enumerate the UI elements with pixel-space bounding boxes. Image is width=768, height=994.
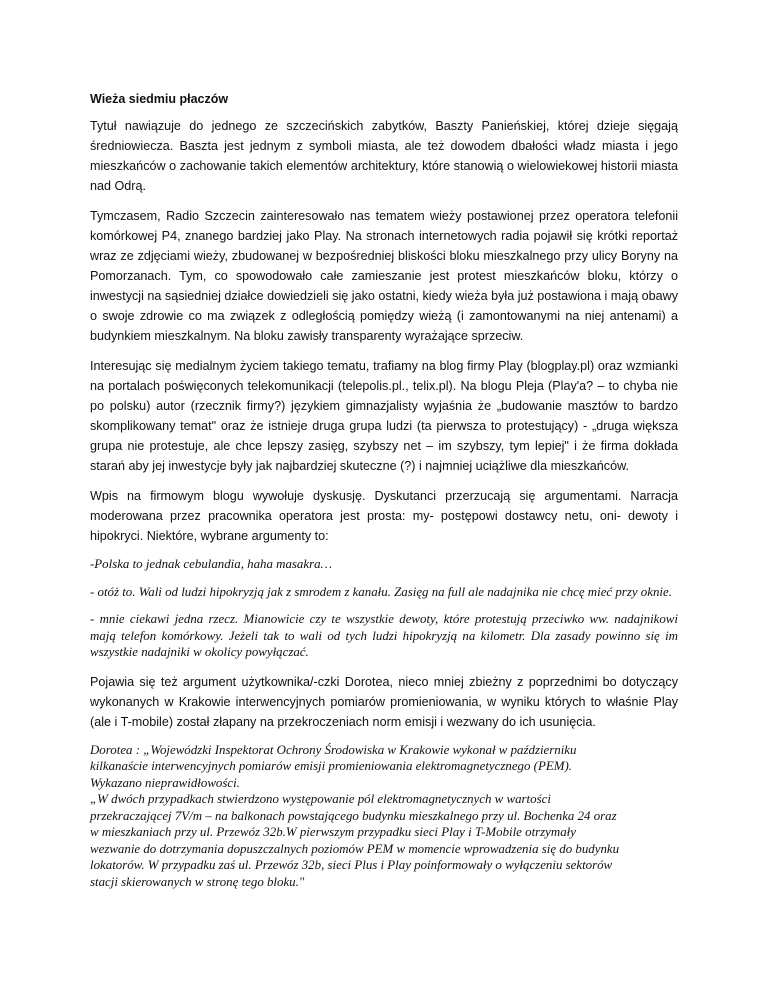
paragraph-dorotea: Pojawia się też argument użytkownika/-czki Dorotea, nieco mniej zbieżny z poprzednimi bo dotyczący wykonanych w Krakowie interwencyjnych pomiarów promieniowania, w wyniku których to właśnie Play (ale i T-mobile) został złapany na przekroczeniach norm emisji i wezwany do ich usunięcia.	[90, 674, 678, 729]
quote-line: w mieszkaniach przy ul. Przewóz 32b.W pierwszym przypadku sieci Play i T-Mobile otrzymały	[90, 825, 576, 839]
document-title: Wieża siedmiu płaczów	[90, 92, 229, 106]
quote-line: Wykazano nieprawidłowości.	[90, 775, 240, 790]
comment-quote: - otóż to. Wali od ludzi hipokryzją jak z smrodem z kanału. Zasięg na full ale nadajnika nie chcę mieć przy oknie.	[90, 584, 672, 599]
paragraph-blog-play: Interesując się medialnym życiem takiego tematu, trafiamy na blog firmy Play (blogplay.pl) oraz wzmianki na portalach poświęconych telekomunikacji (telepolis.pl., telix.pl). Na blogu Pleja (Play'a? – to chyba nie po polsku) autor (rzecznik firmy?) językiem gimnazjalisty wyjaśnia że „budowanie masztów to bardzo skomplikowany temat" oraz że istnieje druga grupa ludzi (ta pierwsza to protestujący) - „druga większa grupa nie protestuje, ale chce lepszy zasięg, szybszy net – im szybszy, tym lepiej" i że firma dokłada starań aby jej inwestycje były jak najbardziej skuteczne (?) i najmniej uciążliwe dla mieszkańców.	[90, 359, 678, 473]
dorotea-quote	[90, 742, 678, 891]
quote-line: stacji skierowanych w stronę tego bloku."	[90, 874, 305, 889]
document-body	[90, 90, 678, 890]
paragraph-radio-szczecin: Tymczasem, Radio Szczecin zainteresowało nas tematem wieży postawionej przez operatora telefonii komórkowej P4, znanego bardziej jako Play. Na stronach internetowych radia pojawił się krótki reportaż wraz ze zdjęciami wieży, zbudowanej w bezpośredniej bliskości bloku mieszkalnego przy ulicy Boryny na Pomorzanach. Tym, co spowodowało całe zamieszanie jest protest mieszkańców bloku, którzy o inwestycji na sąsiedniej działce dowiedzieli się jako ostatni, kiedy wieża była już postawiona i mają obawy o swoje zdrowie co ma związek z odległością pomiędzy wieżą (i zamontowanymi na niej antenami) a budynkiem mieszkalnym. Na bloku zawisły transparenty wyrażające sprzeciw.	[90, 209, 679, 343]
quote-line: „W dwóch przypadkach stwierdzono występowanie pól elektromagnetycznych w wartości	[90, 792, 551, 806]
quote-line: przekraczającej 7V/m – na balkonach powstającego budynku mieszkalnego przy ul. Bochenka 24 oraz	[90, 808, 617, 823]
quote-line: lokatorów. W przypadku zaś ul. Przewóz 32b, sieci Plus i Play poinformowały o wyłączeniu sektorów	[90, 858, 613, 872]
comment-quote: - mnie ciekawi jedna rzecz. Mianowicie czy te wszystkie dewoty, które protestują przeciwko ww. nadajnikowi mają telefon komórkowy. Jeżeli tak to wali od tych ludzi hipokryzją na kilometr. Dla zasady powinno się im wszystkie nadajniki w okolicy powyłączać.	[90, 612, 678, 659]
paragraph-discussion: Wpis na firmowym blogu wywołuje dyskusję. Dyskutanci przerzucają się argumentami. Narracja moderowana przez pracownika operatora jest prosta: my- postępowi dostawcy netu, oni- dewoty i hipokryci. Niektóre, wybrane argumenty to:	[90, 489, 678, 543]
paragraph-intro: Tytuł nawiązuje do jednego ze szczecińskich zabytków, Baszty Panieńskiej, której dzieje sięgają średniowiecza. Baszta jest jednym z symboli miasta, ale też dowodem dbałości władz miasta i jego mieszkańców o zachowanie takich elementów architektury, które stanowią o wielowiekowej historii miasta nad Odrą.	[90, 119, 678, 193]
quote-line: kilkanaście interwencyjnych pomiarów emisji promieniowania elektromagnetycznego (PEM).	[90, 759, 572, 773]
quote-line: Dorotea : „Wojewódzki Inspektorat Ochrony Środowiska w Krakowie wykonał w październiku	[90, 742, 577, 757]
comment-quote: -Polska to jednak cebulandia, haha masakra…	[90, 557, 333, 571]
quote-line: wezwanie do dotrzymania dopuszczalnych poziomów PEM w momencie wprowadzenia się do budynku	[90, 841, 620, 856]
